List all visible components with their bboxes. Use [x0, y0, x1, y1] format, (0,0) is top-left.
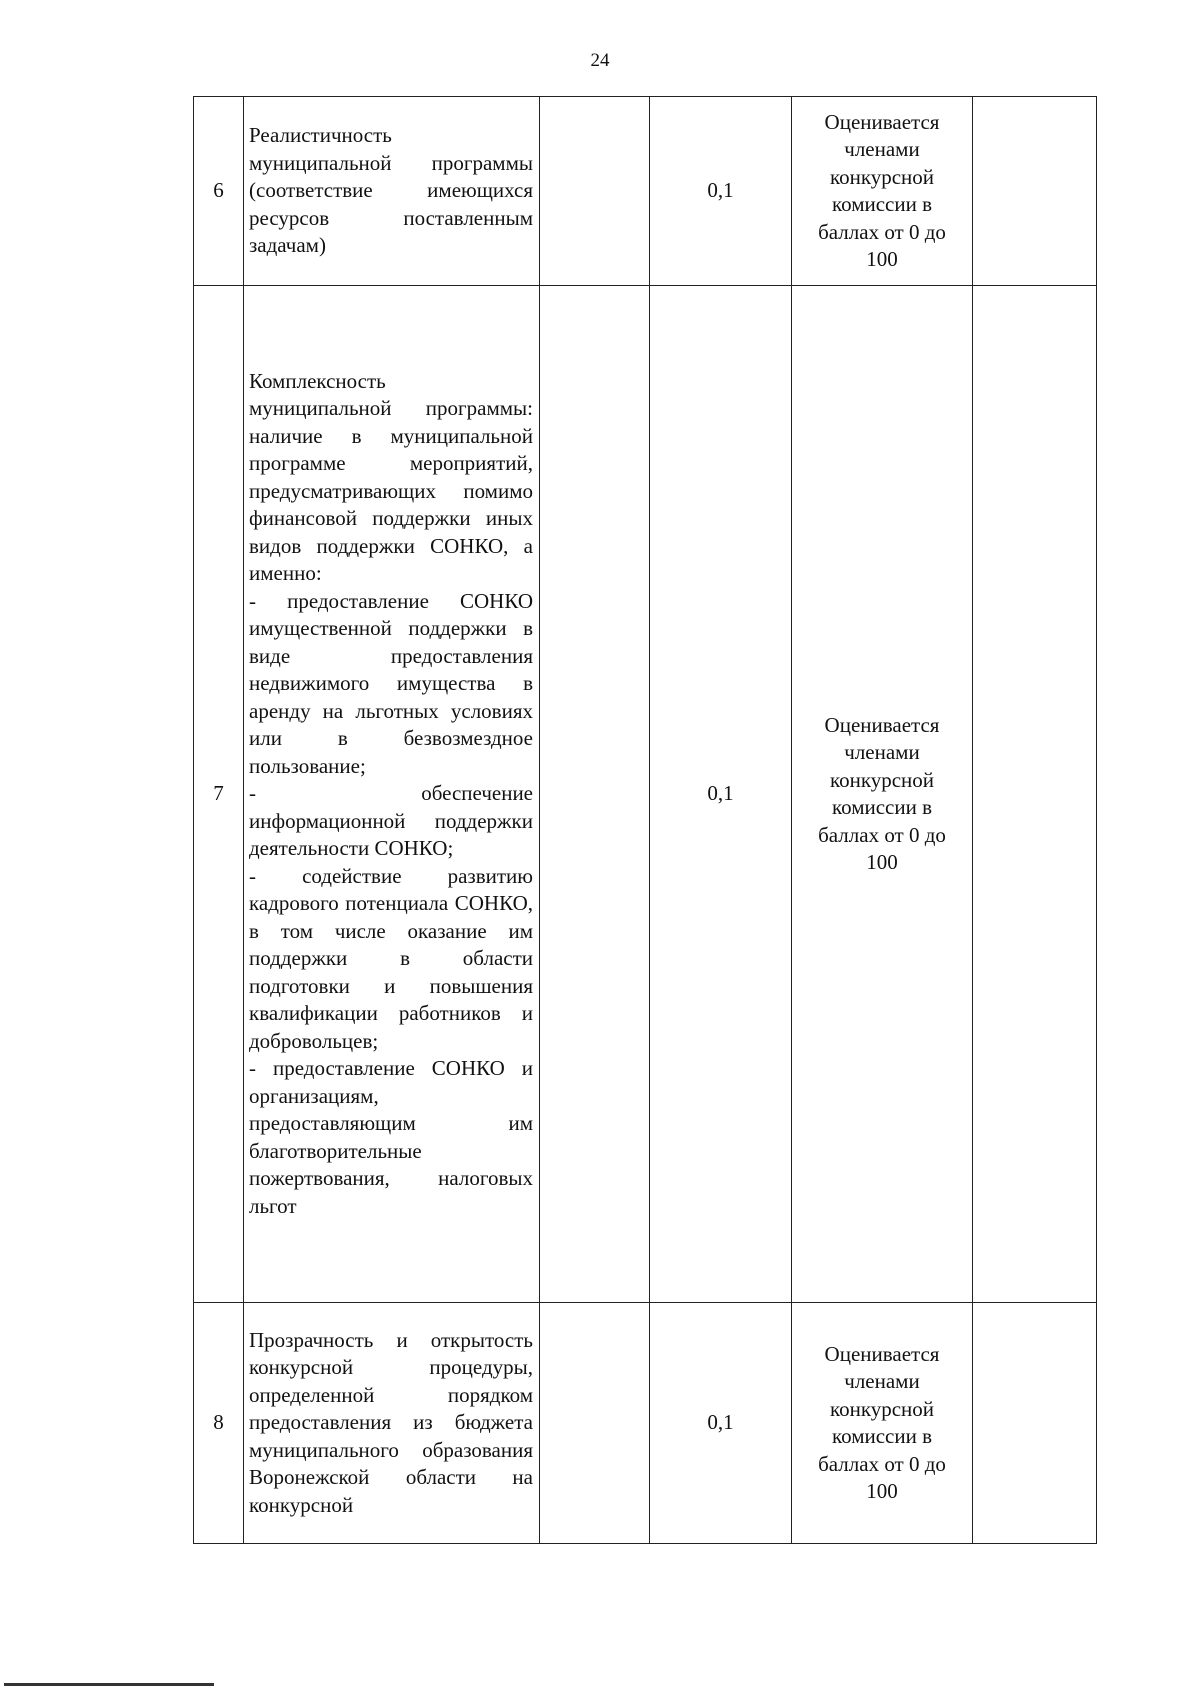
empty-cell	[973, 1303, 1097, 1544]
criterion-cell	[244, 97, 540, 286]
criterion-description: Прозрачность и открытость конкурсной процедуры, определенной порядком предоставления из бюджета муниципального образования Воронежской области на конкурсной	[249, 1327, 533, 1517]
table-row	[194, 97, 1097, 286]
evaluation-cell	[792, 1303, 973, 1544]
empty-cell	[540, 97, 650, 286]
empty-cell	[540, 286, 650, 1303]
table-row	[194, 286, 1097, 1303]
row-number: 6	[194, 97, 244, 286]
empty-cell	[540, 1303, 650, 1544]
row-number: 8	[194, 1303, 244, 1544]
criterion-description: Комплексность муниципальной программы: наличие в муниципальной программе мероприятий, предусматривающих помимо финансовой поддержки иных видов поддержки СОНКО, а именно: - предоставление СОНКО имущественной поддержки в виде предоставления недвижимого имущества в аренду на льготных условиях или в безвозмездное пользование; - обеспечение информационной поддержки деятельности СОНКО; - содействие развитию кадрового потенциала СОНКО, в том числе оказание им поддержки в области подготовки и повышения квалификации работников и добровольцев; - предоставление СОНКО и организациям, предоставляющим им благотворительные пожертвования, налоговых льгот	[249, 368, 533, 1218]
criterion-cell	[244, 1303, 540, 1544]
criterion-description: Реалистичность муниципальной программы (соответствие имеющихся ресурсов поставленным задачам)	[249, 123, 533, 258]
table-row	[194, 1303, 1097, 1544]
page-number: 24	[590, 50, 610, 71]
row-number: 7	[194, 286, 244, 1303]
evaluation-method: Оценивается членами конкурсной комиссии в баллах от 0 до 100	[818, 712, 946, 874]
evaluation-cell	[792, 286, 973, 1303]
empty-cell	[973, 97, 1097, 286]
criteria-table	[193, 96, 1097, 1544]
evaluation-method: Оценивается членами конкурсной комиссии в баллах от 0 до 100	[818, 109, 946, 271]
weight-coefficient: 0,1	[650, 1303, 792, 1544]
weight-coefficient: 0,1	[650, 97, 792, 286]
footer-rule	[4, 1683, 214, 1686]
criterion-cell	[244, 286, 540, 1303]
evaluation-cell	[792, 97, 973, 286]
evaluation-method: Оценивается членами конкурсной комиссии в баллах от 0 до 100	[818, 1341, 946, 1503]
empty-cell	[973, 286, 1097, 1303]
weight-coefficient: 0,1	[650, 286, 792, 1303]
